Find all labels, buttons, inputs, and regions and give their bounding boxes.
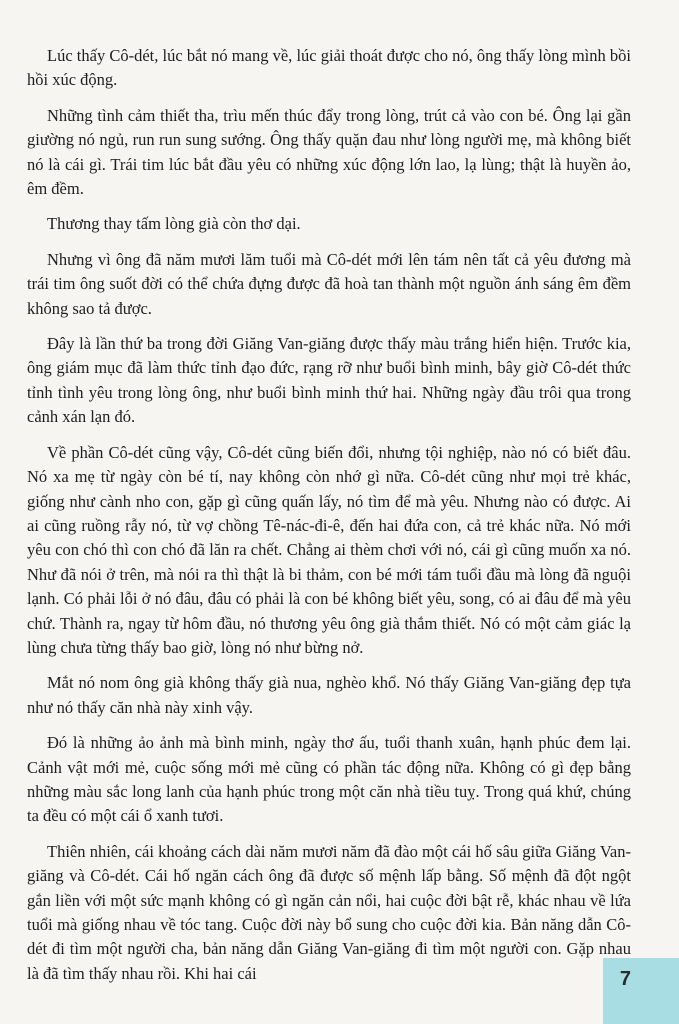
paragraph-9: Thiên nhiên, cái khoảng cách dài năm mươi năm đã đào một cái hố sâu giữa Giăng Van-giăng và Cô-dét. Cái hố ngăn cách ông đã được số mệnh lấp bằng. Số mệnh đã đột ngột gắn liền với một sức mạnh không có gì ngăn cản nổi, hai cuộc đời bật rễ, khác nhau về lứa tuổi mà giống nhau về tóc tang. Cuộc đời này bổ sung cho cuộc đời kia. Bản năng dẫn Cô-dét đi tìm một người cha, bản năng dẫn Giăng Van-giăng đi tìm một người con. Gặp nhau là đã tìm thấy nhau rồi. Khi hai cái [27,841,631,983]
paragraph-6: Về phần Cô-dét cũng vậy, Cô-dét cũng biến đổi, nhưng tội nghiệp, nào nó có biết đâu. Nó xa mẹ từ ngày còn bé tí, nay không còn nhớ gì nữa. Cô-dét cũng như mọi trẻ khác, giống như cành nho con, gặp gì cũng quấn lấy, nó tìm để mà yêu. Nhưng nào có được. Ai ai cũng ruồng rẫy nó, từ vợ chồng Tê-nác-đi-ê, đến hai đứa con, cả trẻ khác nữa. Nó mới yêu con chó thì con chó đã lăn ra chết. Chẳng ai thèm chơi với nó, cái gì cũng muốn xa nó. Như đã nói ở trên, mà nói ra thì thật là bi thảm, con bé mới tám tuổi đầu mà lòng đã nguội lạnh. Có phải lỗi ở nó đâu, đâu có phải là con bé không biết yêu, song, có ai đâu để mà yêu chứ. Thành ra, ngay từ hôm đầu, nó thương yêu ông già thắm thiết. Nó có một cảm giác lạ lùng chưa từng thấy bao giờ, lòng nó như bừng nở. [27,442,631,657]
paragraph-8: Đó là những ảo ảnh mà bình minh, ngày thơ ấu, tuổi thanh xuân, hạnh phúc đem lại. Cảnh vật mới mẻ, cuộc sống mới mẻ cũng có phần tác động nữa. Không có gì đẹp bằng những màu sắc long lanh của hạnh phúc trong một căn nhà tiều tuỵ. Trong quá khứ, chúng ta đều có một cái ổ xanh tươi. [27,733,631,826]
paragraph-1: Lúc thấy Cô-dét, lúc bắt nó mang về, lúc giải thoát được cho nó, ông thấy lòng mình bồi hồi xúc động. [27,46,631,90]
page-number: 7 [619,968,631,990]
paragraph-2: Những tình cảm thiết tha, trìu mến thúc đẩy trong lòng, trút cả vào con bé. Ông lại gần giường nó ngủ, run run sung sướng. Ông thấy quặn đau như lòng người mẹ, mà không biết nó là cái gì. Trái tim lúc bắt đầu yêu có những xúc động lớn lao, lạ lùng; thật là huyền ảo, êm đềm. [27,105,631,199]
page-number-tab [603,958,679,1024]
paragraph-4: Nhưng vì ông đã năm mươi lăm tuổi mà Cô-dét mới lên tám nên tất cả yêu đương mà trái tim ông suốt đời có thể chứa đựng được đã hoà tan thành một nguồn ánh sáng êm đềm không sao tả được. [27,249,631,318]
paragraph-7: Mắt nó nom ông già không thấy già nua, nghèo khổ. Nó thấy Giăng Van-giăng đẹp tựa như nó thấy căn nhà này xinh vậy. [27,673,631,717]
page-body [27,44,631,997]
paragraph-3: Thương thay tấm lòng già còn thơ dại. [47,214,301,234]
paragraph-5: Đây là lần thứ ba trong đời Giăng Van-giăng được thấy màu trắng hiển hiện. Trước kia, ông giám mục đã làm thức tỉnh đạo đức, rạng rỡ như buổi bình minh, bây giờ Cô-dét thức tỉnh tình yêu trong lòng ông, như buổi bình minh thứ hai. Những ngày đầu trôi qua trong cảnh xán lạn đó. [27,334,631,427]
